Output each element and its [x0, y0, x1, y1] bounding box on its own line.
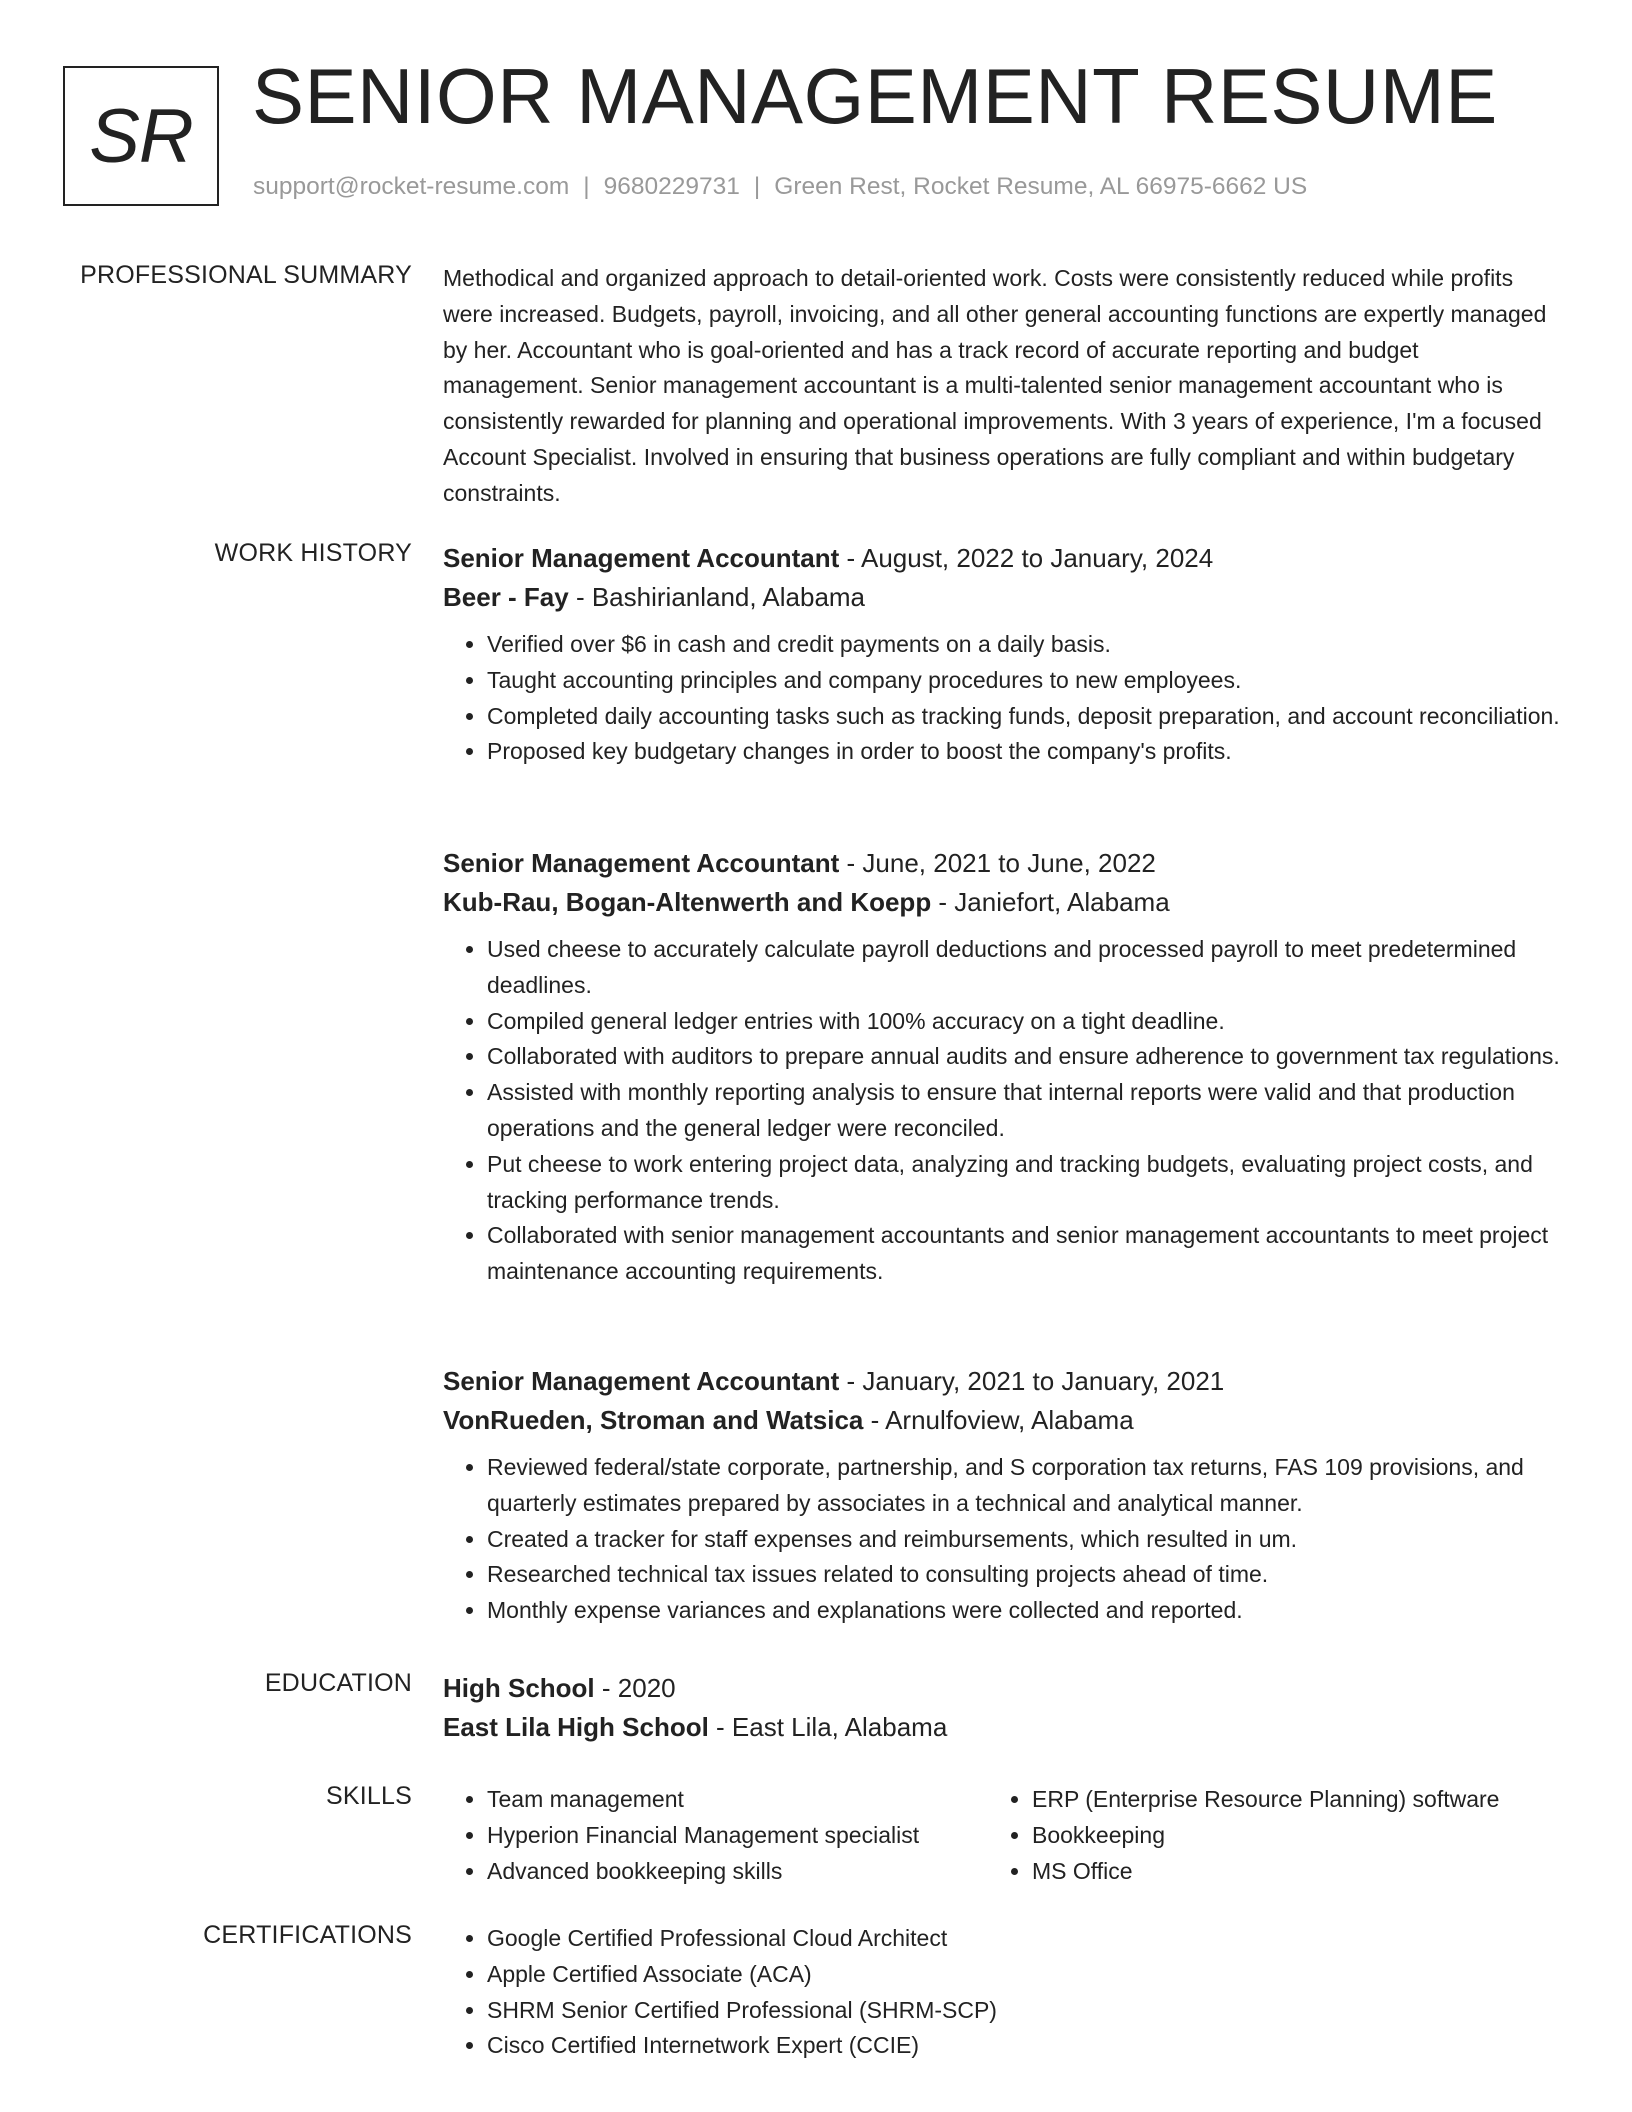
section-heading: WORK HISTORY [214, 539, 412, 567]
education-degree-line [443, 1669, 1563, 1708]
education-location: - East Lila, Alabama [708, 1712, 948, 1742]
contact-address: Green Rest, Rocket Resume, AL 66975-6662 US [774, 173, 1308, 200]
job-title: Senior Management Accountant [443, 848, 840, 878]
bullet-item: • Collaborated with senior management accountants and senior management accountants to meet project maintenance accounting requirements. [487, 1218, 1563, 1290]
job-bullets [443, 932, 1563, 1290]
job-bullets [443, 627, 1563, 770]
job-company-line [443, 883, 1563, 922]
job-entry [443, 844, 1563, 1290]
skill-item: • ERP (Enterprise Resource Planning) software [1032, 1782, 1548, 1818]
skills-list-right [988, 1782, 1548, 1889]
job-company: Beer - Fay [443, 582, 569, 612]
certification-item: • Apple Certified Associate (ACA) [487, 1957, 1563, 1993]
bullet-item: • Researched technical tax issues related to consulting projects ahead of time. [487, 1557, 1563, 1593]
education-school-line [443, 1708, 1563, 1747]
section-heading: CERTIFICATIONS [203, 1921, 412, 1949]
job-location: - Arnulfoview, Alabama [863, 1405, 1134, 1435]
job-location: - Bashirianland, Alabama [568, 582, 866, 612]
job-bullets [443, 1450, 1563, 1629]
education-degree: High School [443, 1673, 595, 1703]
job-dates: - January, 2021 to January, 2021 [839, 1366, 1225, 1396]
job-title-line [443, 539, 1563, 578]
skills-list-left [443, 1782, 988, 1889]
bullet-item: • Collaborated with auditors to prepare annual audits and ensure adherence to government tax regulations. [487, 1039, 1563, 1075]
bullet-item: • Used cheese to accurately calculate payroll deductions and processed payroll to meet predetermined deadlines. [487, 932, 1563, 1004]
bullet-item: • Proposed key budgetary changes in order to boost the company's profits. [487, 734, 1563, 770]
contact-separator: | [753, 173, 761, 200]
job-entry [443, 539, 1563, 770]
bullet-item: • Created a tracker for staff expenses and reimbursements, which resulted in um. [487, 1522, 1563, 1558]
job-entry [443, 1362, 1563, 1629]
job-company: Kub-Rau, Bogan-Altenwerth and Koepp [443, 887, 932, 917]
job-title-line [443, 844, 1563, 883]
skills-body [443, 1782, 1563, 1889]
certification-item: • SHRM Senior Certified Professional (SHRM-SCP) [487, 1993, 1563, 2029]
job-dates: - June, 2021 to June, 2022 [839, 848, 1156, 878]
section-heading: SKILLS [326, 1782, 412, 1810]
job-location: - Janiefort, Alabama [931, 887, 1170, 917]
section-heading: PROFESSIONAL SUMMARY [80, 261, 412, 289]
section-heading: EDUCATION [264, 1669, 412, 1697]
job-dates: - August, 2022 to January, 2024 [839, 543, 1214, 573]
summary-body [443, 261, 1563, 512]
education-school: East Lila High School [443, 1712, 709, 1742]
certifications-body [443, 1921, 1563, 2064]
contact-separator: | [583, 173, 590, 200]
monogram-badge: SR [63, 66, 219, 206]
certification-item: • Cisco Certified Internetwork Expert (CCIE) [487, 2028, 1563, 2064]
bullet-item: • Monthly expense variances and explanations were collected and reported. [487, 1593, 1563, 1629]
skill-item: • Team management [487, 1782, 988, 1818]
skills-grid [443, 1782, 1563, 1889]
skill-item: • Advanced bookkeeping skills [487, 1854, 988, 1890]
contact-phone[interactable]: 9680229731 [603, 173, 740, 200]
resume-title: SENIOR MANAGEMENT RESUME [252, 52, 1498, 140]
bullet-item: • Put cheese to work entering project data, analyzing and tracking budgets, evaluating project costs, and tracking performance trends. [487, 1147, 1563, 1219]
skill-item: • Hyperion Financial Management specialist [487, 1818, 988, 1854]
job-title: Senior Management Accountant [443, 1366, 840, 1396]
bullet-item: • Verified over $6 in cash and credit payments on a daily basis. [487, 627, 1563, 663]
bullet-item: • Completed daily accounting tasks such as tracking funds, deposit preparation, and account reconciliation. [487, 699, 1563, 735]
bullet-item: • Compiled general ledger entries with 100% accuracy on a tight deadline. [487, 1004, 1563, 1040]
job-company: VonRueden, Stroman and Watsica [443, 1405, 864, 1435]
bullet-item: • Taught accounting principles and company procedures to new employees. [487, 663, 1563, 699]
certifications-list [443, 1921, 1563, 2064]
summary-text: Methodical and organized approach to detail-oriented work. Costs were consistently reduced while profits were increased. Budgets, payroll, invoicing, and all other general accounting functions are expertly managed by her. Accountant who is goal-oriented and has a track record of accurate reporting and budget management. Senior management accountant is a multi-talented senior management accountant who is consistently rewarded for planning and operational improvements. With 3 years of experience, I'm a focused Account Specialist. Involved in ensuring that business operations are fully compliant and within budgetary constraints. [443, 265, 1547, 506]
job-title-line [443, 1362, 1563, 1401]
skill-item: • Bookkeeping [1032, 1818, 1548, 1854]
job-company-line [443, 578, 1563, 617]
job-title: Senior Management Accountant [443, 543, 840, 573]
bullet-item: • Reviewed federal/state corporate, partnership, and S corporation tax returns, FAS 109 provisions, and quarterly estimates prepared by associates in a technical and analytical manner. [487, 1450, 1563, 1522]
bullet-item: • Assisted with monthly reporting analysis to ensure that internal reports were valid and that production operations and the general ledger were reconciled. [487, 1075, 1563, 1147]
skill-item: • MS Office [1032, 1854, 1548, 1890]
contact-line [253, 173, 1307, 201]
education-body [443, 1669, 1563, 1747]
job-company-line [443, 1401, 1563, 1440]
contact-email[interactable]: support@rocket-resume.com [253, 173, 570, 200]
education-year: - 2020 [594, 1673, 676, 1703]
certification-item: • Google Certified Professional Cloud Architect [487, 1921, 1563, 1957]
